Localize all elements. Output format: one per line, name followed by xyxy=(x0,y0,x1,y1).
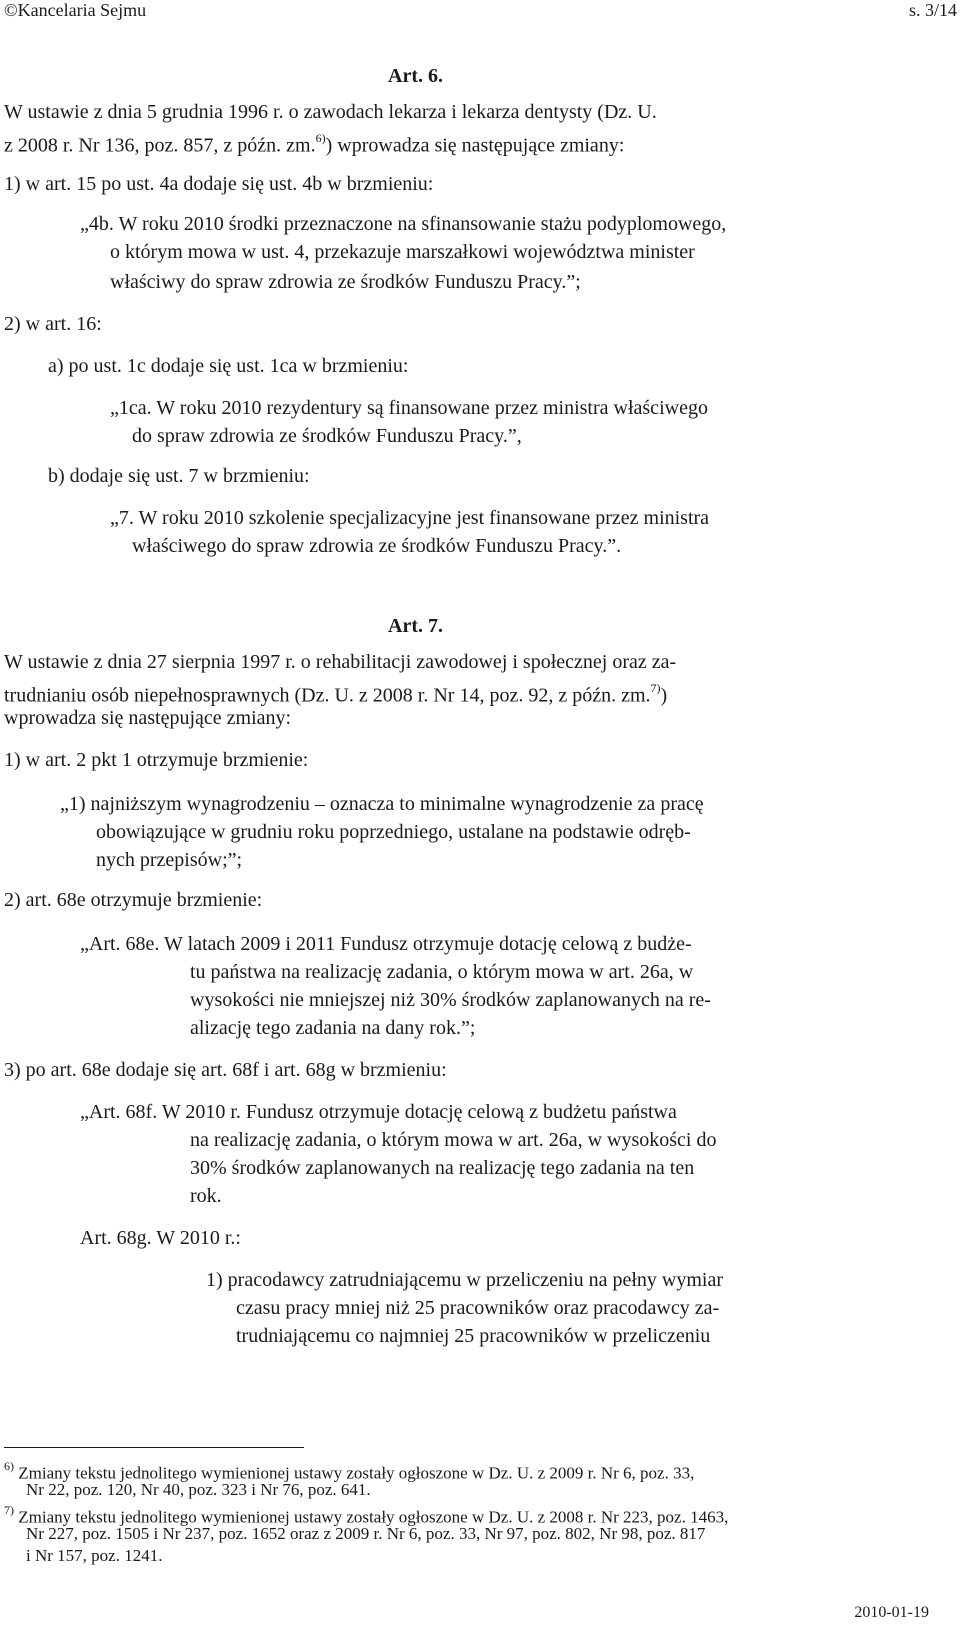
footnote-6-line2: Nr 22, poz. 120, Nr 40, poz. 323 i Nr 76, poz. 641. xyxy=(26,1480,371,1499)
art6-point2a: a) po ust. 1c dodaje się ust. 1ca w brzmieniu: xyxy=(48,355,409,377)
art7-intro-line3: wprowadza się następujące zmiany: xyxy=(4,707,292,729)
art7-quote-1-line3: nych przepisów;”; xyxy=(96,849,243,871)
art7-quote-68f-line3: 30% środków zaplanowanych na realizację tego zadania na ten xyxy=(190,1157,695,1179)
art6-quote-4b-line3: właściwy do spraw zdrowia ze środków Funduszu Pracy.”; xyxy=(110,271,581,293)
header-copyright: ©Kancelaria Sejmu xyxy=(4,0,147,20)
art7-quote-1-line2: obowiązujące w grudniu roku poprzedniego, ustalane na podstawie odręb- xyxy=(96,821,691,843)
art7-quote-68e-line2: tu państwa na realizację zadania, o którym mowa w art. 26a, w xyxy=(190,961,694,983)
footnote-6-line1: $^{6)}$ Zmiany tekstu jednolitego wymienionej ustawy zostały ogłoszone w Dz. U. z 2009 r. Nr 6, poz. 33, xyxy=(4,1459,695,1483)
art6-quote-1ca-line2: do spraw zdrowia ze środków Funduszu Pracy.”, xyxy=(132,425,522,447)
art6-intro-line2: z 2008 r. Nr 136, poz. 857, z późn. zm.$^{6)}$) wprowadza się następujące zmiany: xyxy=(4,131,625,157)
art7-point3: 3) po art. 68e dodaje się art. 68f i art. 68g w brzmieniu: xyxy=(4,1059,447,1081)
art6-quote-7-line2: właściwego do spraw zdrowia ze środków Funduszu Pracy.”. xyxy=(132,535,622,557)
footnote-7-line2: Nr 227, poz. 1505 i Nr 237, poz. 1652 oraz z 2009 r. Nr 6, poz. 33, Nr 97, poz. 802, Nr 98, poz. 817 xyxy=(26,1524,706,1543)
footnote-6-mark: 6) xyxy=(4,1459,14,1473)
art6-intro-line1: W ustawie z dnia 5 grudnia 1996 r. o zawodach lekarza i lekarza dentysty (Dz. U. xyxy=(4,101,657,123)
art7-quote-1-line1: „1) najniższym wynagrodzeniu – oznacza to minimalne wynagrodzenie za pracę xyxy=(60,793,704,815)
footnote-7-line1: $^{7)}$ Zmiany tekstu jednolitego wymienionej ustawy zostały ogłoszone w Dz. U. z 2008 r. Nr 223, poz. 1463, xyxy=(4,1503,729,1527)
art6-quote-4b-line1: „4b. W roku 2010 środki przeznaczone na sfinansowanie stażu podyplomowego, xyxy=(80,213,727,235)
art6-quote-7-line1: „7. W roku 2010 szkolenie specjalizacyjne jest finansowane przez ministra xyxy=(110,507,710,529)
art7-point1: 1) w art. 2 pkt 1 otrzymuje brzmienie: xyxy=(4,749,309,771)
header-page-number: s. 3/14 xyxy=(908,0,957,20)
art7-quote-68g-point1-line1: 1) pracodawcy zatrudniającemu w przeliczeniu na pełny wymiar xyxy=(206,1269,723,1291)
footnote-ref-7: 7) xyxy=(650,681,661,695)
art6-point1: 1) w art. 15 po ust. 4a dodaje się ust. 4b w brzmieniu: xyxy=(4,173,434,195)
art7-quote-68f-line4: rok. xyxy=(190,1185,222,1207)
art7-quote-68g-point1-line3: trudniającemu co najmniej 25 pracowników w przeliczeniu xyxy=(236,1325,711,1347)
art7-quote-68e-line3: wysokości nie mniejszej niż 30% środków zaplanowanych na re- xyxy=(190,989,711,1011)
art7-title: Art. 7. xyxy=(388,615,443,637)
art6-quote-1ca-line1: „1ca. W roku 2010 rezydentury są finansowane przez ministra właściwego xyxy=(110,397,708,419)
art7-intro-line1: W ustawie z dnia 27 sierpnia 1997 r. o rehabilitacji zawodowej i społecznej oraz za- xyxy=(4,651,677,673)
art7-quote-68e-line1: „Art. 68e. W latach 2009 i 2011 Fundusz otrzymuje dotację celową z budże- xyxy=(80,933,692,955)
art7-quote-68e-line4: alizację tego zadania na dany rok.”; xyxy=(190,1017,476,1039)
art7-quote-68f-line1: „Art. 68f. W 2010 r. Fundusz otrzymuje dotację celową z budżetu państwa xyxy=(80,1101,677,1123)
art6-title: Art. 6. xyxy=(388,65,443,87)
footnote-ref-6: 6) xyxy=(315,131,326,145)
art7-point2: 2) art. 68e otrzymuje brzmienie: xyxy=(4,889,263,911)
art6-quote-4b-line2: o którym mowa w ust. 4, przekazuje marszałkowi województwa minister xyxy=(110,241,695,263)
art7-quote-68g-point1-line2: czasu pracy mniej niż 25 pracowników oraz pracodawcy za- xyxy=(236,1297,720,1319)
footnote-7-mark: 7) xyxy=(4,1503,14,1517)
footnote-7-line3: i Nr 157, poz. 1241. xyxy=(26,1546,163,1565)
art6-point2: 2) w art. 16: xyxy=(4,313,102,335)
art7-quote-68f-line2: na realizację zadania, o którym mowa w art. 26a, w wysokości do xyxy=(190,1129,717,1151)
footer-date: 2010-01-19 xyxy=(854,1604,929,1621)
art7-intro-line2: trudnianiu osób niepełnosprawnych (Dz. U. z 2008 r. Nr 14, poz. 92, z późn. zm.$^{7)}$) xyxy=(4,681,668,707)
footnote-separator xyxy=(4,1447,304,1448)
art6-point2b: b) dodaje się ust. 7 w brzmieniu: xyxy=(48,465,310,487)
art7-quote-68g-heading: Art. 68g. W 2010 r.: xyxy=(80,1227,241,1249)
